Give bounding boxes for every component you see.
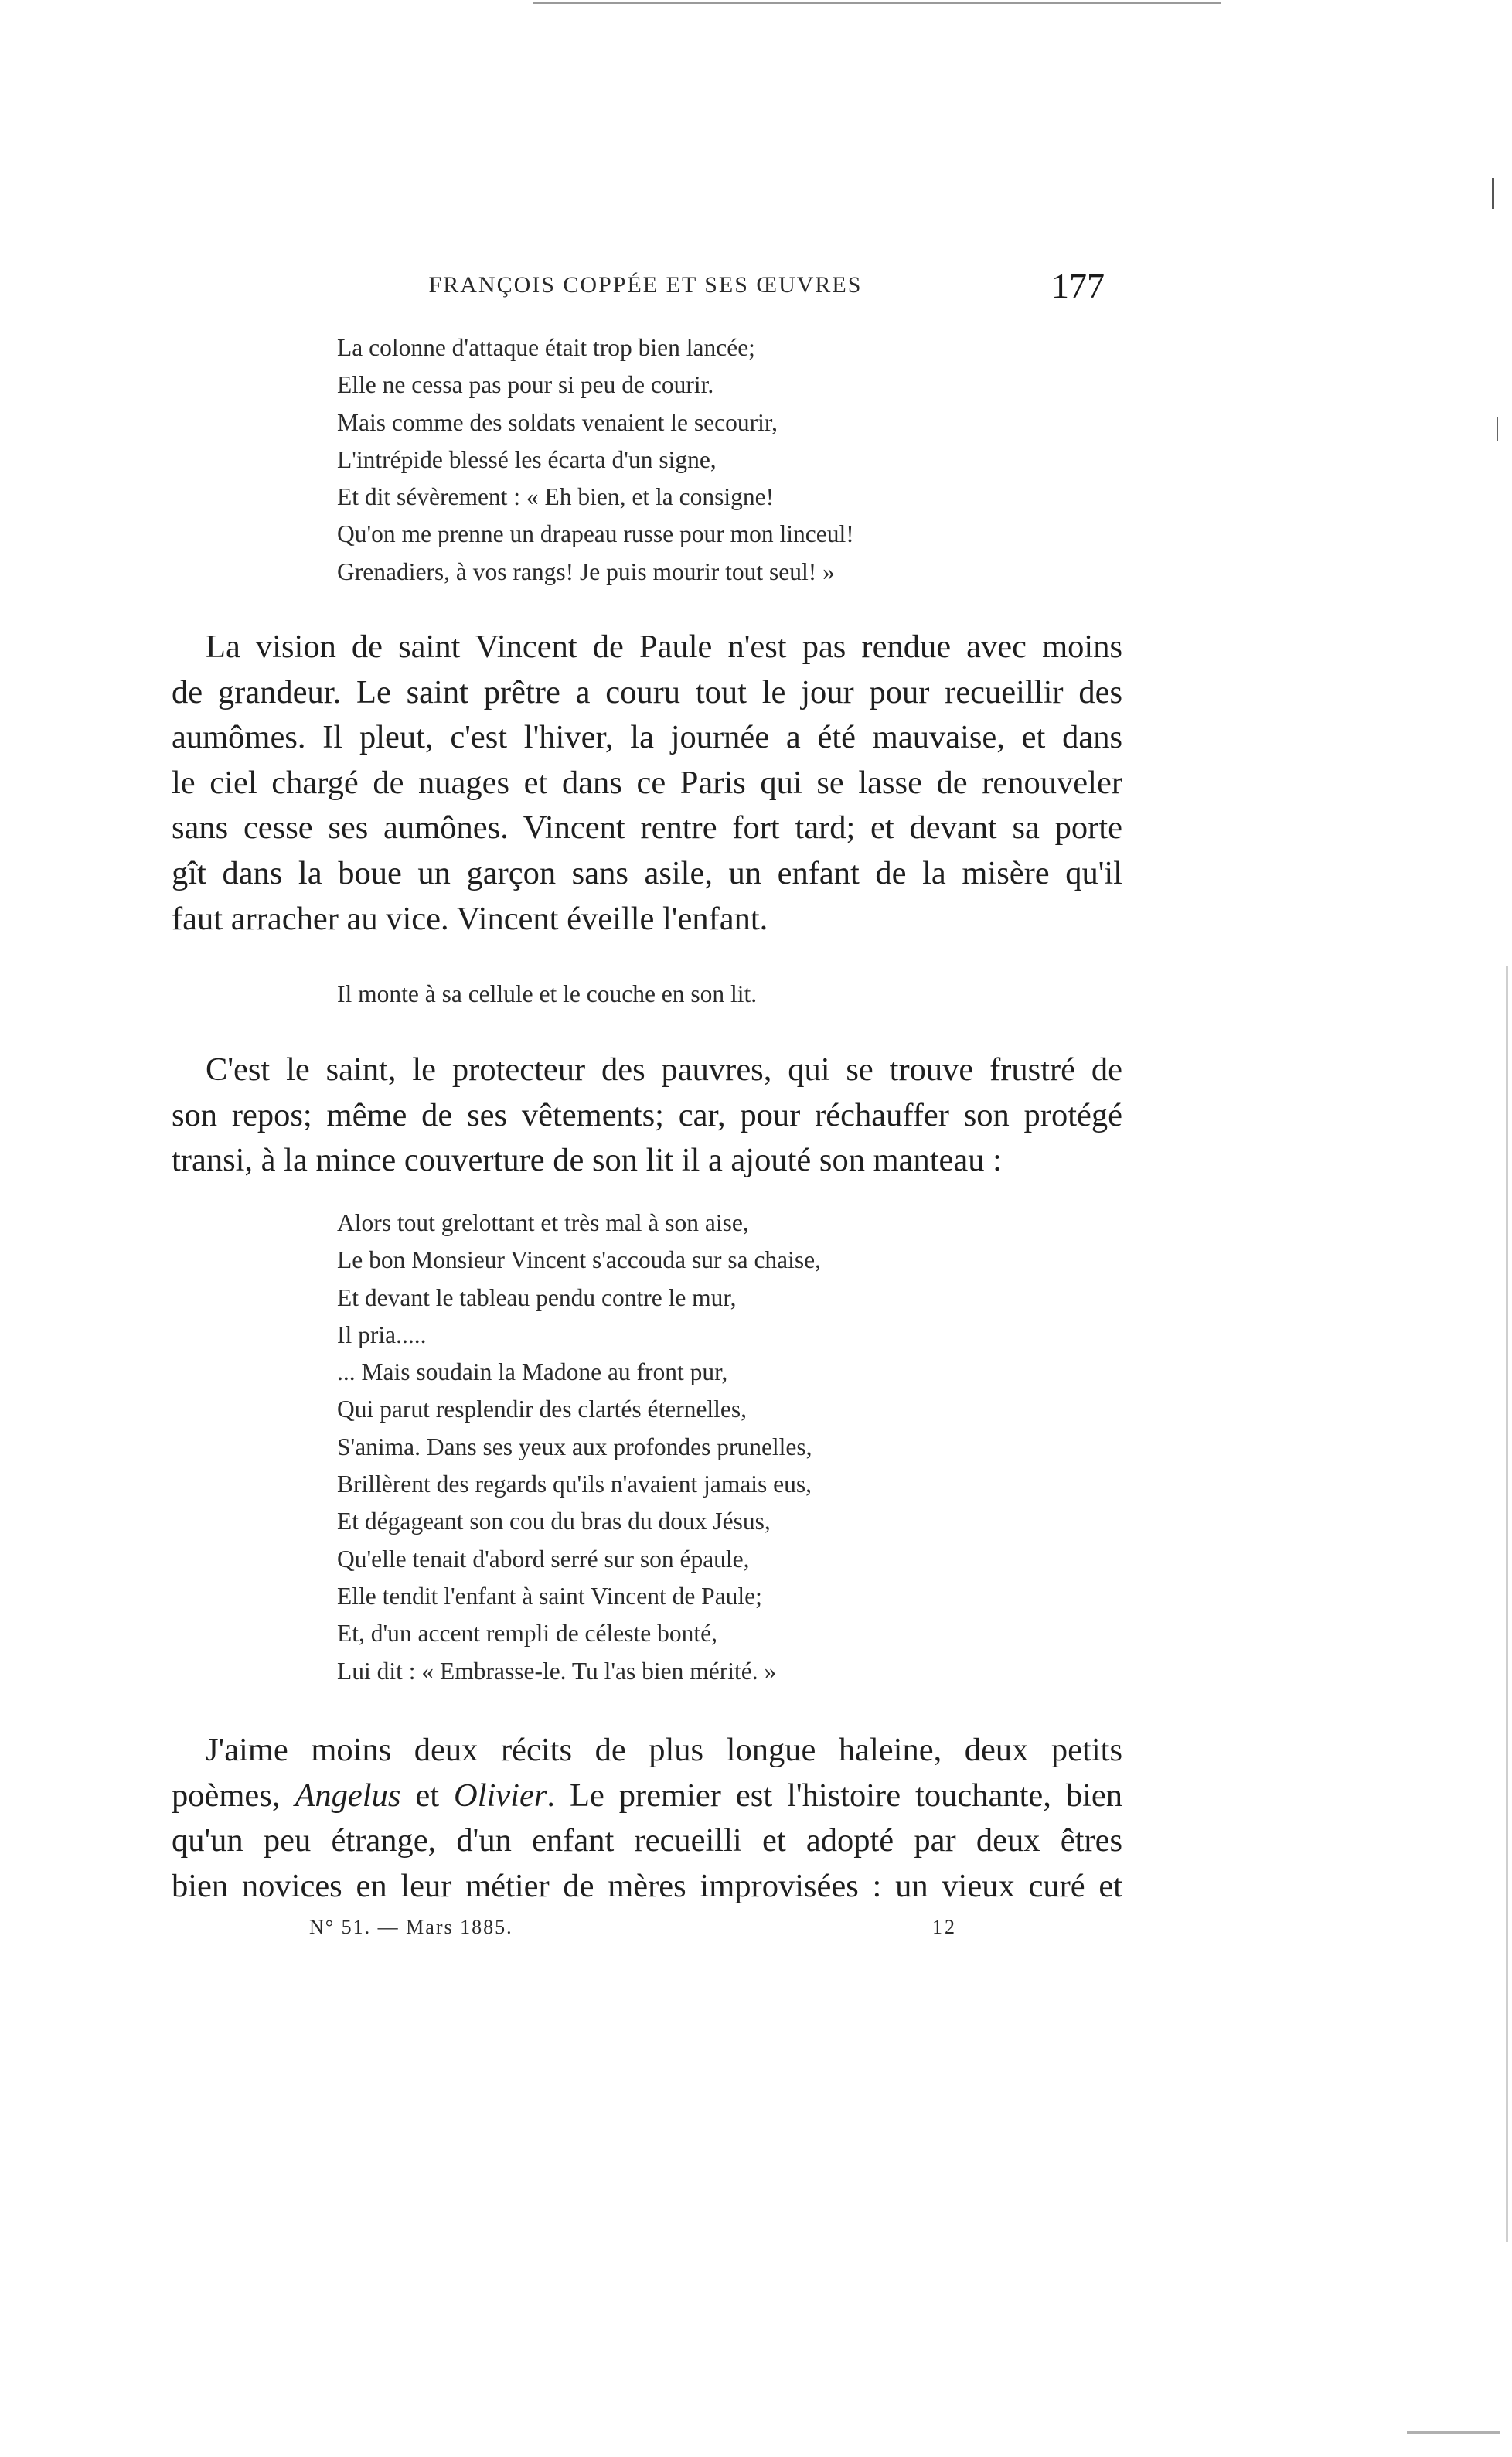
paragraph-3 bbox=[172, 1728, 1122, 1909]
paragraph-1 bbox=[172, 625, 1122, 942]
paragraph-line bbox=[172, 1774, 1122, 1819]
verse-line: Il pria..... bbox=[337, 1321, 427, 1348]
paragraph-line: transi, à la mince couverture de son lit il a ajouté son manteau : bbox=[172, 1142, 1002, 1179]
verse-line: Elle ne cessa pas pour si peu de courir. bbox=[337, 371, 714, 399]
verse-block-3 bbox=[337, 1205, 821, 1690]
verse-line: Grenadiers, à vos rangs! Je puis mourir tout seul! » bbox=[337, 557, 835, 585]
paragraph-line: son repos; même de ses vêtements; car, pour réchauffer son protégé bbox=[172, 1096, 1122, 1133]
paragraph-2 bbox=[172, 1048, 1122, 1184]
paragraph-line: gît dans la boue un garçon sans asile, un enfant de la misère qu'il bbox=[172, 854, 1122, 891]
running-title: FRANÇOIS COPPÉE ET SES ŒUVRES bbox=[428, 272, 863, 298]
verse-line: L'intrépide blessé les écarta d'un signe, bbox=[337, 445, 717, 473]
verse-line: Mais comme des soldats venaient le secourir, bbox=[337, 408, 778, 436]
paragraph-line: faut arracher au vice. Vincent éveille l'enfant. bbox=[172, 900, 768, 937]
verse-line: Lui dit : « Embrasse-le. Tu l'as bien mérité. » bbox=[337, 1657, 777, 1685]
paragraph-line: sans cesse ses aumônes. Vincent rentre fort tard; et devant sa porte bbox=[172, 809, 1122, 847]
text-run: poèmes, bbox=[172, 1777, 295, 1814]
verse-line: Et devant le tableau pendu contre le mur, bbox=[337, 1283, 737, 1311]
poem-title-olivier: Olivier bbox=[454, 1777, 547, 1814]
page-number: 177 bbox=[1051, 266, 1105, 305]
paragraph-line: J'aime moins deux récits de plus longue haleine, deux petits bbox=[206, 1732, 1122, 1768]
verse-block-1 bbox=[337, 329, 854, 591]
paragraph-line: le ciel chargé de nuages et dans ce Paris qui se lasse de renouveler bbox=[172, 764, 1122, 801]
poem-title-angelus: Angelus bbox=[295, 1777, 401, 1814]
paragraph-line: qu'un peu étrange, d'un enfant recueilli et adopté par deux êtres bbox=[172, 1822, 1122, 1859]
scan-artifact bbox=[1407, 2431, 1500, 2434]
text-run: et bbox=[400, 1777, 454, 1814]
verse-line: Et dit sévèrement : « Eh bien, et la consigne! bbox=[337, 483, 775, 511]
paragraph-line: C'est le saint, le protecteur des pauvres, qui se trouve frustré de bbox=[206, 1051, 1122, 1088]
verse-block-2 bbox=[337, 976, 757, 1013]
scan-artifact bbox=[1492, 178, 1494, 209]
verse-line: Elle tendit l'enfant à saint Vincent de Paule; bbox=[337, 1582, 762, 1610]
scan-artifact bbox=[1497, 417, 1498, 441]
scan-artifact bbox=[1506, 966, 1508, 2242]
verse-line: Le bon Monsieur Vincent s'accouda sur sa chaise, bbox=[337, 1246, 822, 1274]
verse-line: La colonne d'attaque était trop bien lancée; bbox=[337, 334, 755, 361]
paragraph-line: bien novices en leur métier de mères improvisées : un vieux curé et bbox=[172, 1867, 1122, 1904]
signature-mark: 12 bbox=[932, 1916, 957, 1938]
text-run: . Le premier est l'histoire touchante, bien bbox=[547, 1777, 1123, 1814]
issue-footer: N° 51. — Mars 1885. bbox=[309, 1916, 513, 1938]
paragraph-line: de grandeur. Le saint prêtre a couru tout le jour pour recueillir des bbox=[172, 673, 1122, 711]
verse-line: Brillèrent des regards qu'ils n'avaient jamais eus, bbox=[337, 1470, 812, 1498]
verse-line: ... Mais soudain la Madone au front pur, bbox=[337, 1358, 728, 1386]
paragraph-line: La vision de saint Vincent de Paule n'est pas rendue avec moins bbox=[206, 629, 1122, 665]
verse-line: Il monte à sa cellule et le couche en son lit. bbox=[337, 980, 758, 1007]
paragraph-line: aumômes. Il pleut, c'est l'hiver, la journée a été mauvaise, et dans bbox=[172, 719, 1122, 756]
verse-line: Et dégageant son cou du bras du doux Jésus, bbox=[337, 1508, 771, 1535]
verse-line: Alors tout grelottant et très mal à son aise, bbox=[337, 1209, 749, 1236]
verse-line: Qu'on me prenne un drapeau russe pour mon linceul! bbox=[337, 520, 854, 548]
scan-artifact bbox=[533, 2, 1221, 4]
verse-line: S'anima. Dans ses yeux aux profondes prunelles, bbox=[337, 1433, 812, 1460]
verse-line: Qui parut resplendir des clartés éternelles, bbox=[337, 1395, 747, 1423]
verse-line: Et, d'un accent rempli de céleste bonté, bbox=[337, 1620, 717, 1648]
verse-line: Qu'elle tenait d'abord serré sur son épaule, bbox=[337, 1545, 750, 1573]
